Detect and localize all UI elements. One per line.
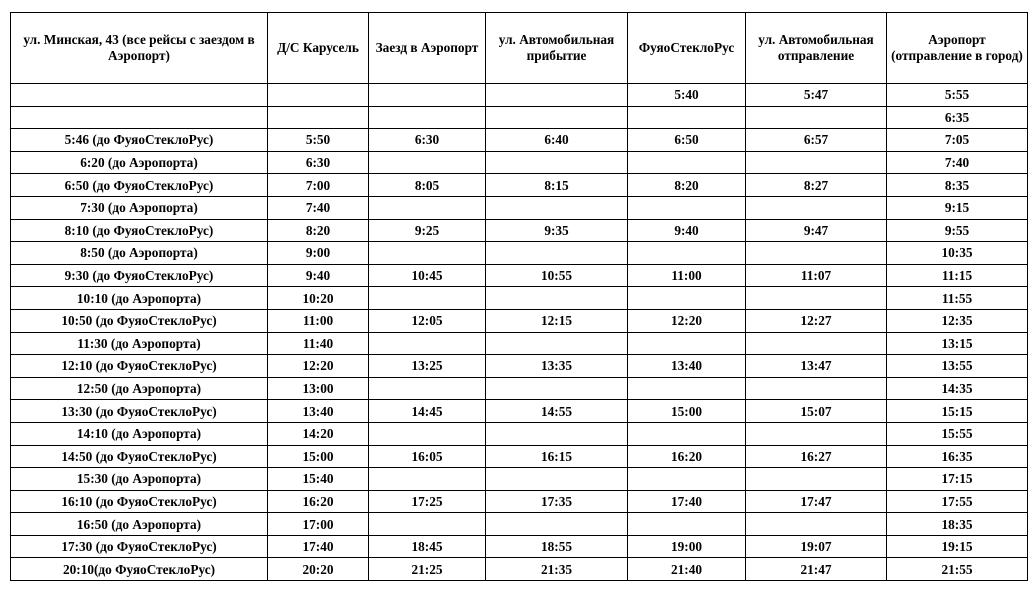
table-row: [11, 377, 1028, 400]
table-cell: [369, 242, 486, 265]
table-cell: [486, 287, 628, 310]
table-cell: 9:55: [887, 219, 1028, 242]
table-row: [11, 309, 1028, 332]
table-cell: [746, 332, 887, 355]
table-cell: [746, 468, 887, 491]
table-cell: 15:55: [887, 422, 1028, 445]
table-cell: 17:15: [887, 468, 1028, 491]
table-cell: 7:40: [887, 151, 1028, 174]
table-cell: 8:20: [628, 174, 746, 197]
table-cell: 7:00: [268, 174, 369, 197]
table-cell: [486, 513, 628, 536]
table-cell: [486, 106, 628, 129]
table-cell: 13:25: [369, 355, 486, 378]
table-cell: 11:00: [268, 309, 369, 332]
table-cell: 14:35: [887, 377, 1028, 400]
table-cell: 8:35: [887, 174, 1028, 197]
table-cell: [486, 242, 628, 265]
table-cell: 6:30: [369, 129, 486, 152]
table-cell: [369, 196, 486, 219]
schedule-container: [10, 12, 1028, 581]
table-cell: 15:30 (до Аэропорта): [11, 468, 268, 491]
table-cell: 9:40: [268, 264, 369, 287]
table-cell: 16:20: [628, 445, 746, 468]
table-cell: [746, 242, 887, 265]
table-cell: 19:15: [887, 535, 1028, 558]
table-cell: 18:45: [369, 535, 486, 558]
table-cell: 17:30 (до ФуяоСтеклоРус): [11, 535, 268, 558]
table-cell: 9:00: [268, 242, 369, 265]
table-cell: [628, 377, 746, 400]
table-cell: 12:50 (до Аэропорта): [11, 377, 268, 400]
table-cell: 14:50 (до ФуяоСтеклоРус): [11, 445, 268, 468]
table-cell: 5:47: [746, 84, 887, 107]
table-cell: 10:55: [486, 264, 628, 287]
table-cell: 6:50 (до ФуяоСтеклоРус): [11, 174, 268, 197]
table-cell: 17:55: [887, 490, 1028, 513]
table-cell: [268, 106, 369, 129]
table-cell: [486, 422, 628, 445]
table-row: [11, 355, 1028, 378]
table-cell: 17:35: [486, 490, 628, 513]
table-cell: 8:05: [369, 174, 486, 197]
table-cell: 17:25: [369, 490, 486, 513]
table-cell: 19:07: [746, 535, 887, 558]
table-cell: 7:30 (до Аэропорта): [11, 196, 268, 219]
table-cell: 9:40: [628, 219, 746, 242]
table-cell: 8:50 (до Аэропорта): [11, 242, 268, 265]
table-cell: [628, 196, 746, 219]
table-cell: [268, 84, 369, 107]
table-cell: [369, 468, 486, 491]
table-cell: 17:47: [746, 490, 887, 513]
table-cell: [628, 468, 746, 491]
table-cell: [369, 106, 486, 129]
table-cell: 17:00: [268, 513, 369, 536]
bus-schedule-table: [10, 12, 1028, 581]
table-cell: 9:47: [746, 219, 887, 242]
table-cell: [746, 106, 887, 129]
table-row: [11, 151, 1028, 174]
table-cell: 8:10 (до ФуяоСтеклоРус): [11, 219, 268, 242]
table-cell: [628, 422, 746, 445]
table-row: [11, 490, 1028, 513]
table-cell: 6:50: [628, 129, 746, 152]
table-row: [11, 219, 1028, 242]
table-cell: 15:00: [268, 445, 369, 468]
table-cell: 9:25: [369, 219, 486, 242]
table-cell: 14:20: [268, 422, 369, 445]
table-cell: 21:40: [628, 558, 746, 581]
table-cell: 11:00: [628, 264, 746, 287]
table-cell: [11, 84, 268, 107]
table-cell: [628, 151, 746, 174]
table-cell: 13:40: [268, 400, 369, 423]
table-header: [11, 13, 1028, 84]
table-cell: 16:20: [268, 490, 369, 513]
table-cell: 15:15: [887, 400, 1028, 423]
table-row: [11, 174, 1028, 197]
header-row: [11, 13, 1028, 84]
table-cell: 5:46 (до ФуяоСтеклоРус): [11, 129, 268, 152]
table-cell: 16:27: [746, 445, 887, 468]
table-cell: [746, 196, 887, 219]
table-cell: 14:55: [486, 400, 628, 423]
table-cell: [746, 151, 887, 174]
table-cell: [369, 377, 486, 400]
table-row: [11, 445, 1028, 468]
table-cell: 13:00: [268, 377, 369, 400]
table-cell: 17:40: [628, 490, 746, 513]
table-cell: 12:35: [887, 309, 1028, 332]
table-cell: 13:15: [887, 332, 1028, 355]
table-row: [11, 332, 1028, 355]
table-cell: 21:55: [887, 558, 1028, 581]
table-cell: [369, 513, 486, 536]
table-cell: [369, 287, 486, 310]
table-cell: 13:30 (до ФуяоСтеклоРус): [11, 400, 268, 423]
table-cell: 10:50 (до ФуяоСтеклоРус): [11, 309, 268, 332]
table-cell: 13:35: [486, 355, 628, 378]
table-cell: 9:35: [486, 219, 628, 242]
table-row: [11, 196, 1028, 219]
table-cell: 12:05: [369, 309, 486, 332]
table-cell: 16:05: [369, 445, 486, 468]
table-cell: 11:40: [268, 332, 369, 355]
table-cell: [486, 151, 628, 174]
column-header: ул. Минская, 43 (все рейсы с заездом в Аэропорт): [11, 13, 268, 84]
table-cell: 13:40: [628, 355, 746, 378]
table-cell: [11, 106, 268, 129]
table-cell: [486, 84, 628, 107]
table-row: [11, 264, 1028, 287]
table-cell: 9:30 (до ФуяоСтеклоРус): [11, 264, 268, 287]
column-header: Д/С Карусель: [268, 13, 369, 84]
table-cell: [746, 287, 887, 310]
table-cell: [628, 287, 746, 310]
table-cell: 15:07: [746, 400, 887, 423]
table-cell: 18:55: [486, 535, 628, 558]
table-cell: [369, 151, 486, 174]
table-cell: 5:40: [628, 84, 746, 107]
table-cell: 14:10 (до Аэропорта): [11, 422, 268, 445]
table-cell: 21:25: [369, 558, 486, 581]
table-cell: [746, 422, 887, 445]
table-body: [11, 84, 1028, 581]
table-cell: 12:10 (до ФуяоСтеклоРус): [11, 355, 268, 378]
table-cell: 10:35: [887, 242, 1028, 265]
column-header: ул. Автомобильная отправление: [746, 13, 887, 84]
table-cell: 13:47: [746, 355, 887, 378]
table-cell: 10:45: [369, 264, 486, 287]
table-cell: 11:07: [746, 264, 887, 287]
table-cell: 16:10 (до ФуяоСтеклоРус): [11, 490, 268, 513]
table-cell: 10:10 (до Аэропорта): [11, 287, 268, 310]
column-header: Аэропорт (отправление в город): [887, 13, 1028, 84]
table-cell: 6:40: [486, 129, 628, 152]
column-header: ул. Автомобильная прибытие: [486, 13, 628, 84]
table-cell: [486, 196, 628, 219]
table-cell: 9:15: [887, 196, 1028, 219]
table-cell: 5:50: [268, 129, 369, 152]
table-row: [11, 558, 1028, 581]
table-row: [11, 513, 1028, 536]
table-cell: 6:20 (до Аэропорта): [11, 151, 268, 174]
table-cell: 6:35: [887, 106, 1028, 129]
table-cell: 12:20: [628, 309, 746, 332]
table-cell: 14:45: [369, 400, 486, 423]
table-cell: [628, 513, 746, 536]
table-cell: [369, 84, 486, 107]
table-cell: 21:35: [486, 558, 628, 581]
table-cell: 11:55: [887, 287, 1028, 310]
table-cell: 16:35: [887, 445, 1028, 468]
table-cell: 6:57: [746, 129, 887, 152]
table-row: [11, 535, 1028, 558]
table-cell: 19:00: [628, 535, 746, 558]
table-row: [11, 129, 1028, 152]
table-cell: 8:15: [486, 174, 628, 197]
table-cell: 6:30: [268, 151, 369, 174]
table-cell: 18:35: [887, 513, 1028, 536]
table-cell: [746, 513, 887, 536]
column-header: ФуяоСтеклоРус: [628, 13, 746, 84]
table-cell: [486, 332, 628, 355]
table-cell: 21:47: [746, 558, 887, 581]
table-row: [11, 468, 1028, 491]
table-cell: [628, 242, 746, 265]
column-header: Заезд в Аэропорт: [369, 13, 486, 84]
table-cell: 11:15: [887, 264, 1028, 287]
table-cell: [628, 332, 746, 355]
table-row: [11, 106, 1028, 129]
table-cell: [369, 422, 486, 445]
table-cell: 16:15: [486, 445, 628, 468]
table-cell: 7:40: [268, 196, 369, 219]
table-cell: 8:27: [746, 174, 887, 197]
table-cell: 15:40: [268, 468, 369, 491]
table-cell: 8:20: [268, 219, 369, 242]
table-cell: 12:20: [268, 355, 369, 378]
table-cell: [486, 377, 628, 400]
table-cell: 12:27: [746, 309, 887, 332]
table-cell: 16:50 (до Аэропорта): [11, 513, 268, 536]
table-cell: 7:05: [887, 129, 1028, 152]
table-cell: 20:10(до ФуяоСтеклоРус): [11, 558, 268, 581]
table-cell: [369, 332, 486, 355]
table-cell: [486, 468, 628, 491]
table-row: [11, 84, 1028, 107]
table-cell: 17:40: [268, 535, 369, 558]
table-cell: [746, 377, 887, 400]
table-cell: 15:00: [628, 400, 746, 423]
table-cell: [628, 106, 746, 129]
table-row: [11, 242, 1028, 265]
table-row: [11, 422, 1028, 445]
table-cell: 13:55: [887, 355, 1028, 378]
table-cell: 20:20: [268, 558, 369, 581]
table-row: [11, 287, 1028, 310]
table-row: [11, 400, 1028, 423]
table-cell: 11:30 (до Аэропорта): [11, 332, 268, 355]
table-cell: 5:55: [887, 84, 1028, 107]
table-cell: 10:20: [268, 287, 369, 310]
table-cell: 12:15: [486, 309, 628, 332]
